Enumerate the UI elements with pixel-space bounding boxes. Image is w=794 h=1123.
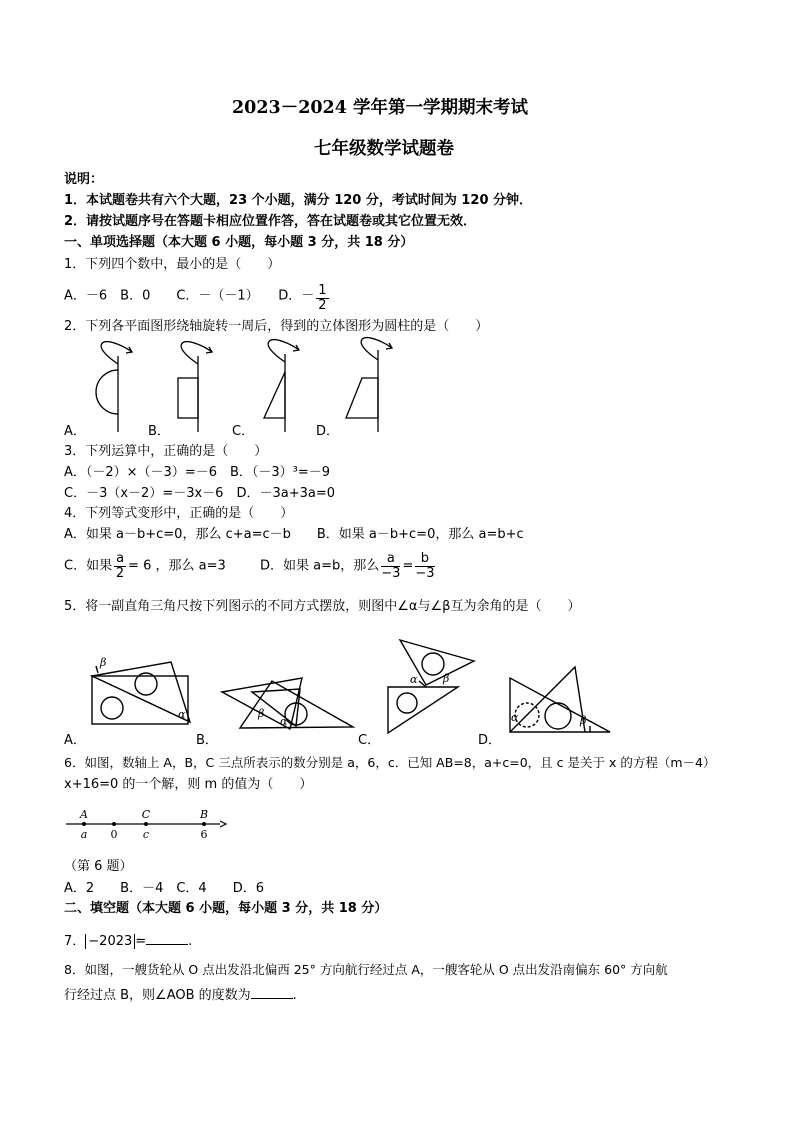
q7-post: . [188,934,193,949]
q8-post: . [292,988,297,1003]
exam-title: 2023－2024 学年第一学期期末考试 [232,98,529,118]
q1-frac-num: 1 [318,283,327,298]
section-1-heading: 一、单项选择题（本大题 6 小题，每小题 3 分，共 18 分） [64,235,414,250]
q4-d-den1: −3 [381,565,401,581]
q3-line2: C．－3（x－2）=－3x－6 D．－3a+3a=0 [64,486,335,501]
note-1: 1．本试题卷共有六个大题，23 个小题，满分 120 分，考试时间为 120 分钟． [64,193,533,208]
q5-label-b: B． [196,733,218,748]
note-2: 2．请按试题序号在答题卡相应位置作答，答在试题卷或其它位置无效． [64,214,477,229]
q4-d-num1: a [381,552,400,567]
notes-heading: 说明： [64,172,104,187]
q7-abs: −2023 [85,934,135,949]
q4-c-den: 2 [115,565,125,581]
q5-c-beta: β [443,672,450,685]
q4-d-den2: −3 [415,565,435,581]
q4-d-pre: D．如果 a=b，那么 [260,558,380,574]
axis-point-3 [202,822,206,826]
q6-stem-2: x+16=0 的一个解，则 m 的值为（ ） [64,777,313,792]
axis-point-label-2: c [142,828,150,841]
q4-c-pre: C．如果 [64,558,113,574]
q8-line2-text: 行经过点 B，则∠AOB 的度数为 [64,988,251,1003]
q8-line2 [64,986,297,1002]
q5-b-alpha: α [280,715,288,728]
q5-c-alpha: α [410,673,418,686]
q5-stem: 5．将一副直角三角尺按下列图示的不同方式摆放，则图中∠α与∠β互为余角的是（ ） [64,599,581,614]
axis-point-name-0: A [80,808,88,821]
q3-line1: A．（－2）×（－3）=－6 B．（－3）³=－9 [64,465,331,480]
q4-d-num2: b [415,552,434,567]
q6-caption: （第 6 题） [64,859,133,874]
q5-label-a: A． [64,733,86,748]
q7-eq: = [135,934,147,949]
q7-answer-blank[interactable] [146,932,188,945]
axis-point-name-3: B [199,808,209,821]
q2-label-c: C． [232,424,255,439]
q7-line [64,932,192,948]
q6-stem-1: 6．如图，数轴上 A，B，C 三点所表示的数分别是 a，6，c．已知 AB=8，a+c=0，且 c 是关于 x 的方程（m－4） [64,755,716,770]
q5-a-alpha: α [178,708,186,721]
q6-options: A．2 B．－4 C．4 D．6 [64,881,264,896]
axis-point-name-2: C [141,808,151,821]
q5-a-beta: β [100,656,107,669]
section-2-heading: 二、填空题（本大题 6 小题，每小题 3 分，共 18 分） [64,901,388,916]
q8-line1: 8．如图，一艘货轮从 O 点出发沿北偏西 25° 方向航行经过点 A，一艘客轮从 O 点出发沿南偏东 60° 方向航 [64,962,668,977]
q2-label-d: D． [316,424,340,439]
q1-options-text: A．－6 B．0 C．－（－1） D．－ [64,288,315,304]
q5-d-alpha: α [511,711,519,724]
q3-stem: 3．下列运算中，正确的是（ ） [64,444,268,459]
axis-point-1 [112,822,116,826]
q4-stem: 4．下列等式变形中，正确的是（ ） [64,506,294,521]
q7-number: 7． [64,934,86,949]
q4-c-post: = 6 ，那么 a=3 [128,558,226,574]
exam-subtitle: 七年级数学试题卷 [314,139,454,159]
q8-answer-blank[interactable] [251,986,293,999]
q2-label-a: A． [64,424,86,439]
q4-c-num: a [116,551,125,566]
q2-label-b: B． [148,424,170,439]
axis-point-2 [144,822,148,826]
axis-point-label-1: 0 [110,828,118,841]
q5-label-c: C． [358,733,381,748]
q5-d-beta: β [580,714,587,727]
q4-line1: A．如果 a－b+c=0，那么 c+a=c－b B．如果 a－b+c=0，那么 a=b+c [64,527,524,542]
axis-point-0 [82,822,86,826]
q1-stem: 1．下列四个数中，最小的是（ ） [64,257,281,272]
q2-stem: 2．下列各平面图形绕轴旋转一周后，得到的立体图形为圆柱的是（ ） [64,319,489,334]
q5-b-beta: β [258,707,265,720]
axis-point-label-3: 6 [200,828,208,841]
q4-d-eq: = [402,558,414,574]
q1-frac-den: 2 [318,297,327,313]
q5-label-d: D． [478,733,502,748]
axis-point-label-0: a [80,828,88,841]
